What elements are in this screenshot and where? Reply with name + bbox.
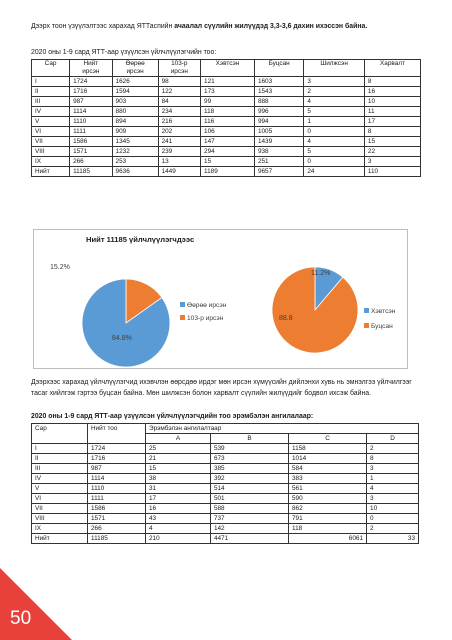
table-cell: 241 [158, 137, 200, 147]
table-cell: 1110 [70, 117, 112, 127]
table-cell: 294 [201, 147, 255, 157]
table-row [32, 97, 421, 107]
legend-label: Буцсан [371, 323, 393, 330]
table-cell: 99 [201, 97, 255, 107]
legend-label: Хэвтсэн [371, 308, 396, 315]
table-row [32, 494, 419, 504]
table-cell: Нийт [32, 167, 70, 177]
chart-title: Нийт 11185 үйлчлүүлэгчдээс [86, 235, 195, 244]
table-cell: 11185 [70, 167, 112, 177]
table-row [32, 524, 419, 534]
table-cell: 888 [254, 97, 303, 107]
table-cell: 1586 [88, 504, 146, 514]
table-cell: 514 [210, 484, 288, 494]
table-cell: 938 [254, 147, 303, 157]
table-row [32, 514, 419, 524]
table-cell: 234 [158, 107, 200, 117]
table-cell: VII [32, 504, 88, 514]
table-cell: 33 [367, 534, 419, 544]
table-row [32, 117, 421, 127]
table-cell: 4 [146, 524, 211, 534]
table-row [32, 484, 419, 494]
table-cell: 539 [210, 444, 288, 454]
table-cell: 1716 [88, 454, 146, 464]
table-cell: 590 [288, 494, 366, 504]
table-cell: 122 [158, 87, 200, 97]
table-cell: 16 [364, 87, 420, 97]
legend-swatch [364, 323, 369, 328]
table-cell: 17 [146, 494, 211, 504]
table-cell: I [32, 444, 88, 454]
table-cell: 996 [254, 107, 303, 117]
arrivals-table [31, 59, 421, 177]
table-cell: 16 [146, 504, 211, 514]
table-row [32, 474, 419, 484]
table-cell: 2 [304, 87, 365, 97]
table-cell: III [32, 97, 70, 107]
table-cell: I [32, 77, 70, 87]
pie-slice [272, 267, 358, 353]
table-cell: 1716 [70, 87, 112, 97]
t2-header-total: Нийт тоо [88, 424, 146, 444]
table-cell: 142 [210, 524, 288, 534]
table-cell: 909 [112, 127, 158, 137]
table-cell: 561 [288, 484, 366, 494]
table1-caption: 2020 оны 1-9 сард ЯТТ-аар үзүүлсэн үйлчлүүлэгчийн тоо: [31, 49, 217, 56]
table-cell: 173 [201, 87, 255, 97]
table-cell: 880 [112, 107, 158, 117]
pie-charts-figure [33, 229, 408, 369]
table-cell: V [32, 117, 70, 127]
table-cell: 118 [201, 107, 255, 117]
table-row [32, 157, 421, 167]
column-header: Өөрөө ирсэн [112, 60, 158, 77]
subheader-cell: B [210, 434, 288, 444]
table-cell: 1158 [288, 444, 366, 454]
table-cell: 1724 [88, 444, 146, 454]
table-cell: 994 [254, 117, 303, 127]
table-cell: 2 [367, 444, 419, 454]
table-cell: 1594 [112, 87, 158, 97]
column-header: Хэвтсэн [201, 60, 255, 77]
table-cell: 106 [201, 127, 255, 137]
table-row [32, 167, 421, 177]
table-cell: 737 [210, 514, 288, 524]
table-row [32, 534, 419, 544]
table-cell: 1110 [88, 484, 146, 494]
t2-header-month: Сар [32, 424, 88, 444]
table-cell: 1543 [254, 87, 303, 97]
table-cell: 1724 [70, 77, 112, 87]
table-row [32, 454, 419, 464]
table-cell: 251 [254, 157, 303, 167]
table-row [32, 504, 419, 514]
legend-swatch [180, 302, 185, 307]
intro-paragraph [31, 22, 421, 31]
table-cell: 584 [288, 464, 366, 474]
pie-data-label: 88.8 [279, 315, 293, 322]
table-cell: 4 [304, 97, 365, 107]
table-cell: 1626 [112, 77, 158, 87]
table2-heading: 2020 оны 1-9 сард ЯТТ-аар үзүүлсэн үйлчлүүлэгчдийн тоо эрэмбэлэн ангилалаар: [31, 413, 314, 420]
table-cell: III [32, 464, 88, 474]
table-cell: 17 [364, 117, 420, 127]
subheader-cell: A [146, 434, 211, 444]
table-cell: 116 [201, 117, 255, 127]
table-cell: 903 [112, 97, 158, 107]
table-cell: 1232 [112, 147, 158, 157]
table-cell: 1114 [88, 474, 146, 484]
table-cell: VI [32, 127, 70, 137]
table-row [32, 137, 421, 147]
table-cell: 13 [158, 157, 200, 167]
table-cell: 22 [364, 147, 420, 157]
intro-bold-text: ачаалал сүүлийн жилүүдэд 3,3-3,6 дахин ихэссэн байна. [174, 23, 368, 30]
table-cell: 3 [364, 157, 420, 167]
column-header: Шилжсэн [304, 60, 365, 77]
subheader-cell: C [288, 434, 366, 444]
table-cell: 5 [304, 147, 365, 157]
table-cell: 1 [304, 117, 365, 127]
table-cell: VI [32, 494, 88, 504]
table-cell: 31 [146, 484, 211, 494]
table-cell: V [32, 484, 88, 494]
table-cell: 501 [210, 494, 288, 504]
table-cell: 791 [288, 514, 366, 524]
table-cell: 1111 [70, 127, 112, 137]
table-cell: VII [32, 137, 70, 147]
table-cell: 253 [112, 157, 158, 167]
table-cell: 15 [201, 157, 255, 167]
triage-table [31, 423, 419, 544]
table-cell: 43 [146, 514, 211, 524]
table-cell: 239 [158, 147, 200, 157]
table-cell: 0 [304, 157, 365, 167]
table-cell: IX [32, 524, 88, 534]
table-cell: 8 [364, 77, 420, 87]
table-cell: 392 [210, 474, 288, 484]
table-cell: 147 [201, 137, 255, 147]
table-cell: 588 [210, 504, 288, 514]
table-cell: 2 [367, 524, 419, 534]
table-cell: 9636 [112, 167, 158, 177]
table-cell: 21 [146, 454, 211, 464]
table-cell: 894 [112, 117, 158, 127]
table-cell: VIII [32, 514, 88, 524]
table-cell: 24 [304, 167, 365, 177]
legend-label: Өөрөө ирсэн [187, 302, 227, 309]
pie-data-label: 11.2% [311, 270, 331, 277]
table-cell: 121 [201, 77, 255, 87]
table-cell: 5 [304, 107, 365, 117]
column-header: Нийт ирсэн [70, 60, 112, 77]
column-header: Буцсан [254, 60, 303, 77]
table-cell: 8 [364, 127, 420, 137]
table-cell: 266 [70, 157, 112, 167]
table-cell: 1111 [88, 494, 146, 504]
table-row [32, 107, 421, 117]
table-cell: 1586 [70, 137, 112, 147]
table-cell: 1114 [70, 107, 112, 117]
table-cell: 1345 [112, 137, 158, 147]
table-cell: IV [32, 107, 70, 117]
table-cell: 1571 [70, 147, 112, 157]
table-cell: 118 [288, 524, 366, 534]
table-cell: 9657 [254, 167, 303, 177]
table-row [32, 147, 421, 157]
table-row [32, 77, 421, 87]
table-cell: 15 [146, 464, 211, 474]
table-cell: 98 [158, 77, 200, 87]
table-cell: 11185 [88, 534, 146, 544]
table-cell: IX [32, 157, 70, 167]
table-row [32, 444, 419, 454]
table-cell: 0 [367, 514, 419, 524]
table-cell: 1603 [254, 77, 303, 87]
column-header: Сар [32, 60, 70, 77]
page-number: 50 [10, 608, 32, 629]
table-cell: II [32, 87, 70, 97]
table-header-row [32, 60, 421, 77]
table-row [32, 127, 421, 137]
column-header: 103-р ирсэн [158, 60, 200, 77]
table-cell: 4471 [210, 534, 288, 544]
pie-charts-svg [34, 230, 409, 370]
table-cell: 202 [158, 127, 200, 137]
legend-swatch [364, 308, 369, 313]
table-cell: 4 [304, 137, 365, 147]
table-cell: 10 [364, 97, 420, 107]
table-row [32, 87, 421, 97]
intro-text: Дээрх тоон үзүүлэлтээс харахад ЯТТаспийн [31, 23, 175, 30]
table-row [32, 464, 419, 474]
table-cell: 266 [88, 524, 146, 534]
table-cell: 38 [146, 474, 211, 484]
pie-data-label: 15.2% [50, 264, 70, 271]
table-cell: 84 [158, 97, 200, 107]
table-cell: 383 [288, 474, 366, 484]
table-cell: 10 [367, 504, 419, 514]
legend-label: 103-р ирсэн [187, 315, 224, 322]
table-cell: 3 [367, 464, 419, 474]
table-cell: 673 [210, 454, 288, 464]
table-cell: 15 [364, 137, 420, 147]
table-cell: 987 [88, 464, 146, 474]
subheader-cell: D [367, 434, 419, 444]
table-cell: VIII [32, 147, 70, 157]
table-cell: 1571 [88, 514, 146, 524]
table-cell: 862 [288, 504, 366, 514]
column-header: Харвалт [364, 60, 420, 77]
table-cell: 110 [364, 167, 420, 177]
table-cell: 1449 [158, 167, 200, 177]
table-cell: 1 [367, 474, 419, 484]
table-cell: 210 [146, 534, 211, 544]
table-cell: Нийт [32, 534, 88, 544]
table-cell: 8 [367, 454, 419, 464]
table-cell: 1439 [254, 137, 303, 147]
table-cell: 3 [367, 494, 419, 504]
table-cell: 1014 [288, 454, 366, 464]
table-cell: 6061 [288, 534, 366, 544]
table-cell: 4 [367, 484, 419, 494]
table-cell: 1189 [201, 167, 255, 177]
table-cell: 25 [146, 444, 211, 454]
table-cell: 216 [158, 117, 200, 127]
pie-data-label: 84.8% [112, 335, 132, 342]
t2-header-group: Эрэмбэлэн ангилалтаар [146, 424, 419, 434]
table-cell: 3 [304, 77, 365, 87]
table-cell: 1005 [254, 127, 303, 137]
table-cell: 987 [70, 97, 112, 107]
legend-swatch [180, 315, 185, 320]
table-cell: 385 [210, 464, 288, 474]
table-cell: II [32, 454, 88, 464]
table-cell: 11 [364, 107, 420, 117]
table-cell: IV [32, 474, 88, 484]
analysis-paragraph: Дээрхээс харахад үйлчлүүлэгчид ихэвчлэн өөрсдөө ирдэг мөн ирсэн хүмүүсийн дийлэнхи хувь нь эмнэлгээ үйлчилгээг тасаг хийлгэж гэртээ буцсан байна. Мөн шилжсэн болон харвалт сүүлийн жилүүдийг бодвол ихсэж байна. [31, 379, 412, 397]
table-cell: 0 [304, 127, 365, 137]
